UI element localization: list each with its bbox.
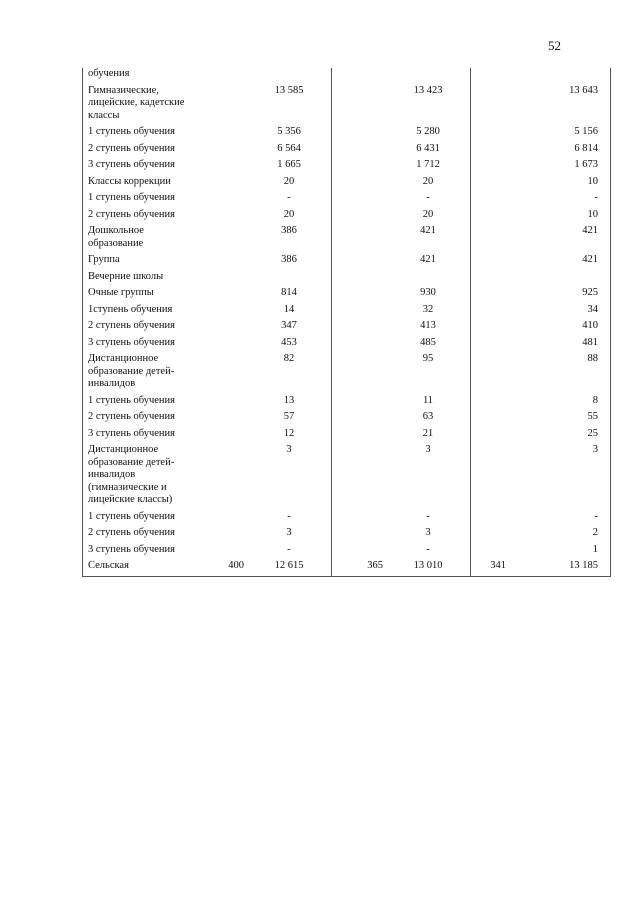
value-cell: 11	[422, 394, 434, 406]
value-cell: 400	[195, 560, 247, 576]
value-cell	[332, 395, 387, 412]
value-cell	[195, 68, 247, 85]
statistics-table	[82, 68, 611, 577]
value-cell: 421	[509, 254, 611, 271]
value-cell	[471, 395, 510, 412]
value-cell: 25	[509, 428, 611, 445]
value-cell	[195, 225, 247, 254]
value-cell	[195, 126, 247, 143]
value-cell: 13 010	[386, 560, 471, 576]
table-row	[83, 85, 611, 127]
table-row	[83, 254, 611, 271]
value-cell	[195, 304, 247, 321]
value-cell	[471, 159, 510, 176]
value-cell: 20	[422, 208, 434, 220]
value-cell	[509, 68, 611, 85]
value-cell: 341	[471, 560, 510, 576]
value-cell	[195, 428, 247, 445]
row-label: 3 ступень обучения	[83, 544, 196, 561]
value-cell	[195, 511, 247, 528]
value-cell: 10	[509, 209, 611, 226]
value-cell	[471, 192, 510, 209]
row-label: 2 ступень обучения	[83, 527, 196, 544]
value-cell: 365	[332, 560, 387, 576]
value-cell	[471, 511, 510, 528]
row-label: 3 ступень обучения	[83, 337, 196, 354]
value-cell: -	[287, 543, 291, 555]
value-cell	[471, 209, 510, 226]
value-cell	[332, 68, 387, 85]
value-cell: -	[426, 510, 430, 522]
row-label: 1 ступень обучения	[83, 192, 196, 209]
value-cell: 453	[281, 336, 297, 348]
row-label: 2 ступень обучения	[83, 143, 196, 160]
value-cell	[471, 527, 510, 544]
value-cell: 5 156	[509, 126, 611, 143]
value-cell	[332, 143, 387, 160]
value-cell	[195, 209, 247, 226]
value-cell	[471, 126, 510, 143]
value-cell	[195, 159, 247, 176]
value-cell	[471, 544, 510, 561]
value-cell	[195, 320, 247, 337]
table-row	[83, 320, 611, 337]
value-cell	[247, 68, 332, 85]
table-row	[83, 444, 611, 511]
value-cell: 386	[281, 225, 297, 236]
value-cell: -	[287, 192, 291, 203]
value-cell: 421	[420, 225, 436, 236]
table-row	[83, 353, 611, 395]
value-cell	[332, 159, 387, 176]
value-cell: 5 356	[277, 126, 301, 137]
value-cell	[332, 287, 387, 304]
value-cell	[332, 209, 387, 226]
value-cell	[386, 68, 471, 85]
value-cell	[471, 254, 510, 271]
row-label: 2 ступень обучения	[83, 411, 196, 428]
table-row	[83, 159, 611, 176]
value-cell: 6 431	[416, 142, 440, 154]
value-cell	[471, 337, 510, 354]
value-cell	[471, 353, 510, 395]
row-label: 2 ступень обучения	[83, 320, 196, 337]
table-row	[83, 395, 611, 412]
value-cell	[332, 337, 387, 354]
value-cell: 925	[509, 287, 611, 304]
value-cell	[509, 271, 611, 288]
value-cell: 13 585	[274, 84, 304, 96]
value-cell: 14	[283, 303, 295, 315]
value-cell: 481	[509, 337, 611, 354]
table-row	[83, 304, 611, 321]
row-label: Дошкольное образование	[83, 225, 196, 254]
table-row	[83, 192, 611, 209]
value-cell	[195, 271, 247, 288]
value-cell	[471, 176, 510, 193]
row-label: 1 ступень обучения	[83, 126, 196, 143]
value-cell: -	[509, 192, 611, 209]
value-cell	[332, 126, 387, 143]
row-label: Группа	[83, 254, 196, 271]
row-label: 1ступень обучения	[83, 304, 196, 321]
value-cell	[471, 68, 510, 85]
value-cell: 3	[286, 527, 292, 538]
value-cell	[332, 544, 387, 561]
value-cell: 5 280	[416, 126, 440, 137]
table-row	[83, 337, 611, 354]
value-cell	[332, 444, 387, 511]
value-cell	[332, 353, 387, 395]
value-cell	[332, 254, 387, 271]
value-cell: -	[287, 510, 291, 522]
row-label: Вечерние школы	[83, 271, 196, 288]
value-cell: 12 615	[247, 560, 332, 576]
value-cell: 2	[509, 527, 611, 544]
value-cell: 347	[281, 320, 297, 331]
row-label: 3 ступень обучения	[83, 159, 196, 176]
value-cell: 63	[422, 411, 434, 422]
value-cell	[332, 271, 387, 288]
value-cell: -	[426, 192, 430, 203]
value-cell	[195, 527, 247, 544]
table-row	[83, 209, 611, 226]
value-cell: 1 712	[416, 159, 440, 170]
value-cell	[195, 353, 247, 395]
value-cell	[332, 225, 387, 254]
table-body	[83, 68, 611, 576]
table-row	[83, 511, 611, 528]
row-label: 2 ступень обучения	[83, 209, 196, 226]
value-cell	[195, 143, 247, 160]
value-cell	[247, 271, 332, 288]
value-cell	[471, 428, 510, 445]
table-row	[83, 411, 611, 428]
value-cell: 20	[283, 175, 295, 187]
value-cell: -	[509, 511, 611, 528]
value-cell	[471, 304, 510, 321]
value-cell: 413	[420, 320, 436, 331]
value-cell	[195, 444, 247, 511]
value-cell: 930	[420, 287, 436, 298]
value-cell: 3	[286, 444, 292, 455]
value-cell	[386, 271, 471, 288]
value-cell: 21	[422, 427, 434, 439]
value-cell: 6 564	[277, 142, 301, 154]
value-cell: 6 814	[509, 143, 611, 160]
value-cell	[195, 287, 247, 304]
value-cell	[332, 527, 387, 544]
value-cell: 57	[283, 411, 295, 422]
row-label: Очные группы	[83, 287, 196, 304]
value-cell	[332, 320, 387, 337]
row-label: Дистанционное образование детей-инвалидов (гимназические и лицейские классы)	[83, 444, 196, 511]
value-cell	[471, 85, 510, 127]
value-cell: 20	[422, 175, 434, 187]
value-cell	[332, 176, 387, 193]
value-cell: 82	[283, 353, 295, 364]
table-row	[83, 176, 611, 193]
value-cell	[195, 192, 247, 209]
value-cell: 8	[509, 395, 611, 412]
value-cell	[195, 254, 247, 271]
row-label: Классы коррекции	[83, 176, 196, 193]
row-label: Гимназические, лицейские, кадетские классы	[83, 85, 196, 127]
value-cell: 410	[509, 320, 611, 337]
value-cell: 485	[420, 336, 436, 348]
value-cell: 10	[509, 176, 611, 193]
value-cell: 1 673	[509, 159, 611, 176]
row-label: Сельская	[83, 560, 196, 576]
table-row	[83, 287, 611, 304]
value-cell: 13 185	[509, 560, 611, 576]
value-cell: 3	[509, 444, 611, 511]
row-label: 1 ступень обучения	[83, 395, 196, 412]
value-cell	[332, 428, 387, 445]
table-row	[83, 560, 611, 576]
value-cell: 13 423	[413, 84, 443, 96]
row-label: Дистанционное образование детей-инвалидов	[83, 353, 196, 395]
table-row	[83, 225, 611, 254]
table-row	[83, 143, 611, 160]
value-cell	[195, 337, 247, 354]
value-cell: 12	[283, 427, 295, 439]
value-cell: 814	[281, 287, 297, 298]
value-cell: 3	[425, 444, 431, 455]
value-cell: 55	[509, 411, 611, 428]
value-cell	[471, 143, 510, 160]
value-cell	[195, 411, 247, 428]
value-cell: 1	[509, 544, 611, 561]
table-row	[83, 68, 611, 85]
value-cell	[332, 85, 387, 127]
value-cell: 20	[283, 208, 295, 220]
row-label: 1 ступень обучения	[83, 511, 196, 528]
value-cell	[332, 411, 387, 428]
value-cell: 421	[509, 225, 611, 254]
value-cell	[471, 411, 510, 428]
value-cell	[195, 176, 247, 193]
value-cell	[332, 304, 387, 321]
value-cell	[471, 444, 510, 511]
value-cell	[332, 192, 387, 209]
value-cell	[332, 511, 387, 528]
value-cell: 88	[509, 353, 611, 395]
table-row	[83, 126, 611, 143]
table-row	[83, 271, 611, 288]
value-cell	[471, 225, 510, 254]
value-cell: 3	[425, 527, 431, 538]
value-cell	[471, 320, 510, 337]
table-row	[83, 544, 611, 561]
row-label: 3 ступень обучения	[83, 428, 196, 445]
value-cell: 34	[509, 304, 611, 321]
table-row	[83, 428, 611, 445]
page-number: 52	[548, 38, 561, 53]
value-cell	[195, 85, 247, 127]
value-cell: 32	[422, 303, 434, 315]
value-cell	[195, 544, 247, 561]
value-cell: 1 665	[277, 159, 301, 170]
value-cell: -	[426, 543, 430, 555]
value-cell	[471, 271, 510, 288]
value-cell: 386	[281, 254, 297, 265]
value-cell	[195, 395, 247, 412]
value-cell: 13	[283, 394, 295, 406]
value-cell: 95	[422, 353, 434, 364]
value-cell: 13 643	[509, 85, 611, 127]
row-label: обучения	[83, 68, 196, 85]
table-row	[83, 527, 611, 544]
value-cell: 421	[420, 254, 436, 265]
value-cell	[471, 287, 510, 304]
